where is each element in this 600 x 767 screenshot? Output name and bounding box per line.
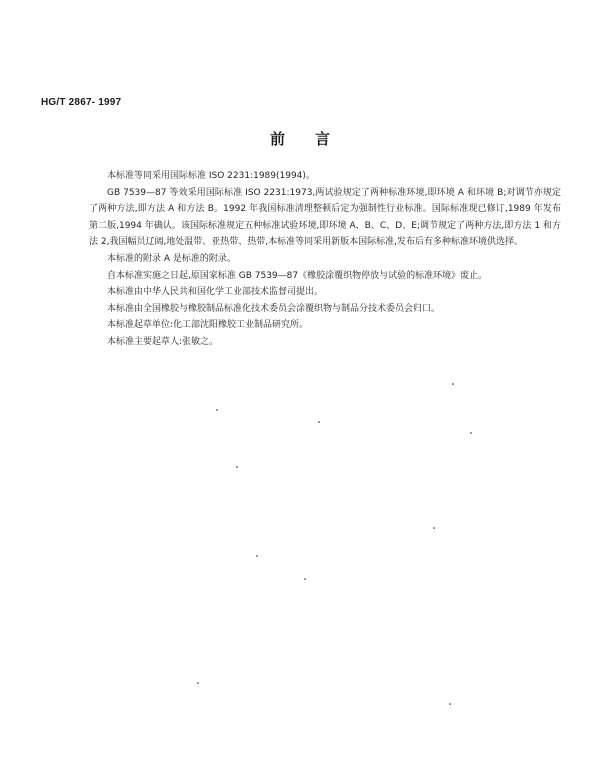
scan-speck [236, 466, 238, 468]
paragraph-supersede: 自本标准实施之日起,原国家标准 GB 7539—87《橡胶涂覆织物停放与试验的标准环境》废止。 [107, 270, 488, 281]
scan-speck [304, 578, 306, 580]
paragraph-adoption: 本标准等同采用国际标准 ISO 2231:1989(1994)。 [107, 171, 315, 181]
scan-speck [470, 432, 472, 434]
paragraph-proposer: 本标准由中华人民共和国化学工业部技术监督司提出。 [107, 287, 324, 298]
page-title: 前言 [269, 130, 360, 148]
scan-speck [256, 555, 258, 557]
scan-speck [449, 703, 451, 705]
foreword-body [89, 168, 561, 351]
paragraph-drafting-unit: 本标准起草单位:化工部沈阳橡胶工业制品研究所。 [107, 320, 309, 331]
paragraph-history: GB 7539—87 等效采用国际标准 ISO 2231:1973,两试验规定了两种标准环境,即环境 A 和环境 B;对调节亦规定了两种方法,即方法 A 和方法 B。1992 年我国标准清理整顿后定为强制性行业标准。国际标准现已修订,1989 年发布第二版,1994 年确认。该国际标准规定五种标准试验环境,即环境 A、B、C、D、E;调节规定了两种方法,即方法 1 和方法 2,我国幅员辽阔,地处温带、亚热带、热带,本标准等同采用新版本国际标准,发布后有多种标准环境供选择。 [89, 187, 561, 248]
scan-speck [216, 409, 218, 411]
paragraph-appendix: 本标准的附录 A 是标准的附录。 [107, 253, 236, 264]
scan-speck [197, 682, 199, 684]
paragraph-committee: 本标准由全国橡胶与橡胶制品标准化技术委员会涂覆织物与制品分技术委员会归口。 [107, 303, 441, 314]
paragraph-drafter: 本标准主要起草人:张敏之。 [107, 336, 219, 347]
standard-code: HG/T 2867- 1997 [41, 97, 122, 108]
scan-speck [452, 383, 454, 385]
scan-speck [318, 421, 320, 423]
scan-speck [433, 527, 435, 529]
